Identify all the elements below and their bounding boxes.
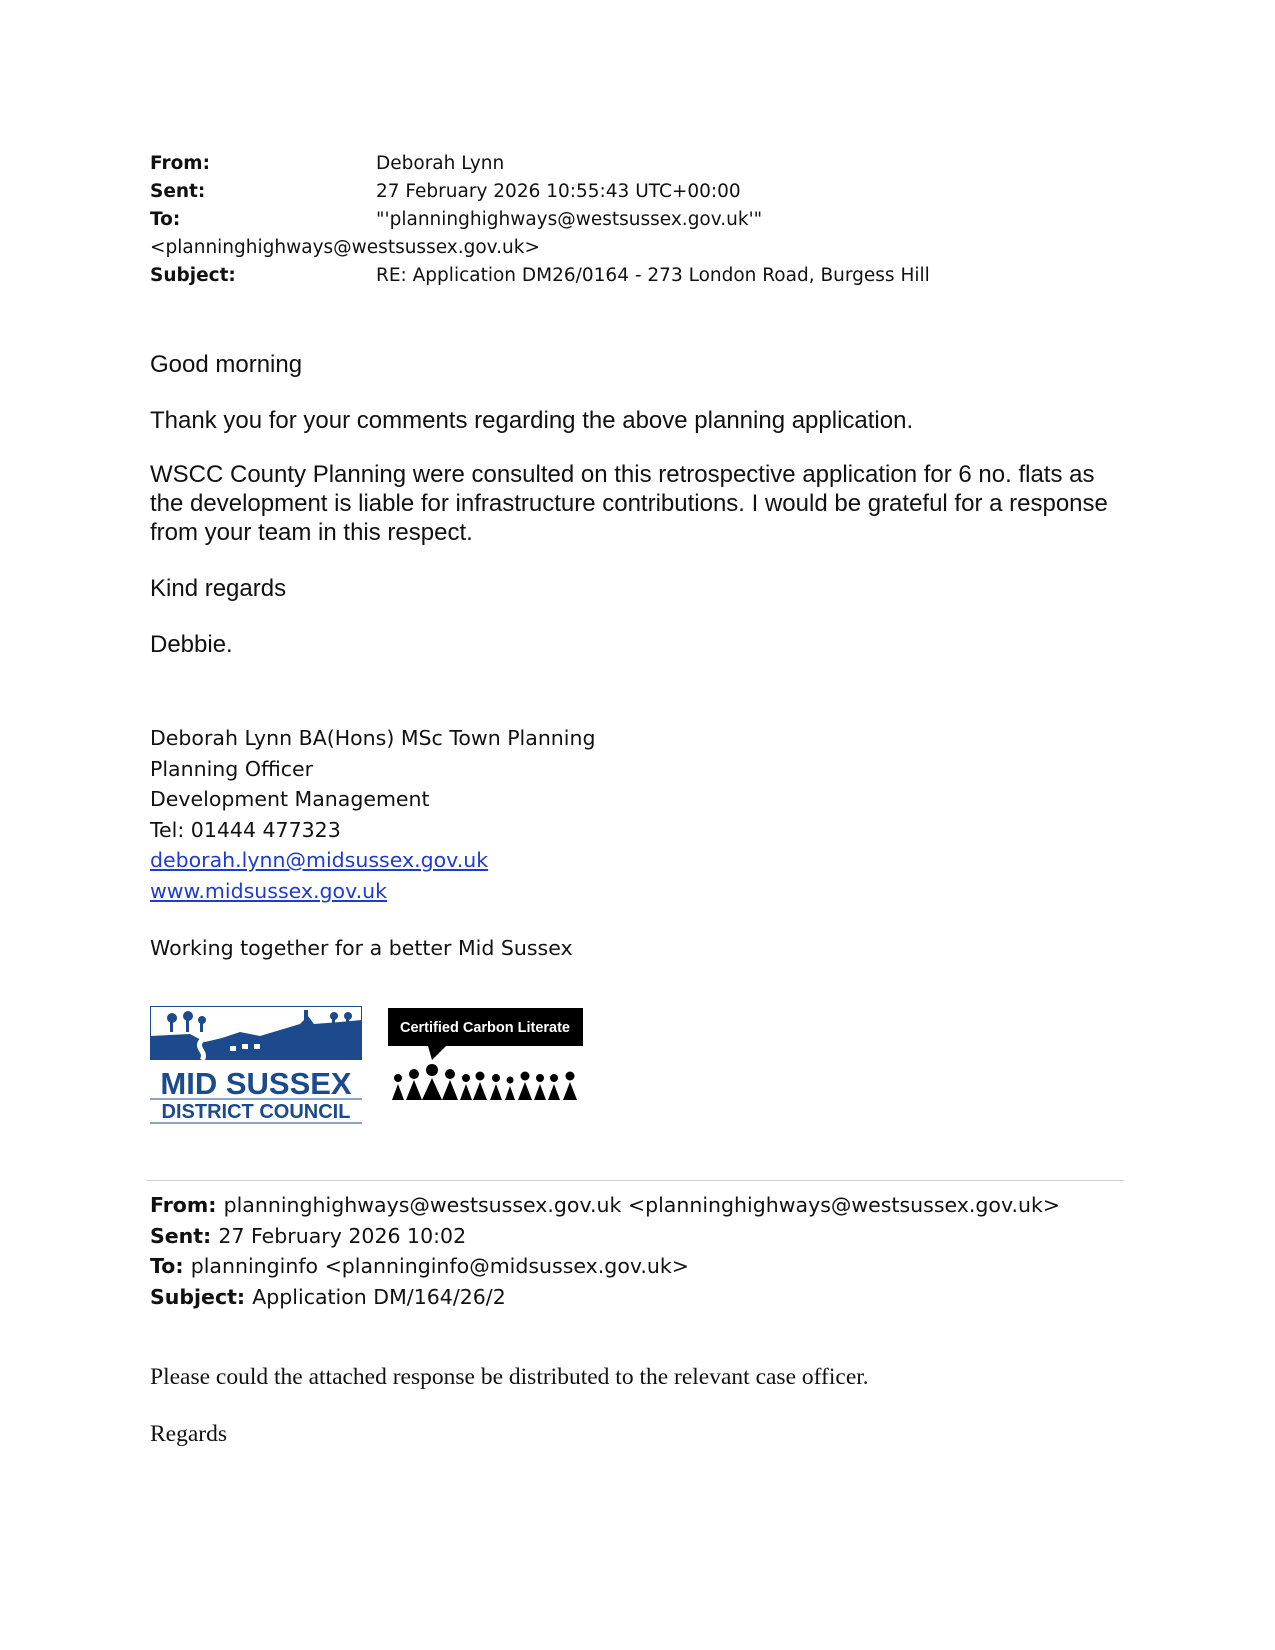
quoted-subject-label: Subject:: [150, 1284, 253, 1309]
sent-label: Sent:: [150, 181, 206, 202]
quoted-from-label: From:: [150, 1193, 224, 1217]
carbon-literate-logo: [388, 1008, 583, 1104]
quoted-to-value: planninginfo <planninginfo@midsussex.gov.uk>: [190, 1254, 689, 1278]
quoted-to-row: [150, 1251, 1060, 1282]
to-value-continued: <planninghighways@westsussex.gov.uk>: [150, 237, 540, 258]
mid-sussex-logo: [150, 1006, 362, 1125]
quoted-to-label: To:: [150, 1254, 191, 1278]
quoted-from-value: planninghighways@westsussex.gov.uk <planninghighways@westsussex.gov.uk>: [223, 1193, 1061, 1217]
quoted-sent-value: 27 February 2026 10:02: [218, 1223, 467, 1248]
signature-department: Development Management: [150, 787, 430, 811]
email-signature: [150, 723, 596, 906]
people-icon: [392, 1064, 577, 1100]
divider: [146, 1180, 1124, 1181]
signature-role: Planning Officer: [150, 756, 314, 781]
body-paragraph: Thank you for your comments regarding the above planning application.: [150, 407, 914, 434]
signature-tagline: Working together for a better Mid Sussex: [150, 936, 573, 960]
from-label: From:: [150, 153, 210, 174]
to-label: To:: [150, 209, 181, 230]
closing: Kind regards: [150, 575, 287, 602]
from-value: Deborah Lynn: [376, 153, 505, 174]
sent-value: 27 February 2026 10:55:43 UTC+00:00: [376, 181, 741, 202]
quoted-email-body: [150, 1362, 869, 1449]
signature-tel: Tel: 01444 477323: [150, 817, 341, 842]
quoted-email-header: [150, 1190, 1060, 1312]
quoted-sent-row: [150, 1221, 1060, 1252]
quoted-body-paragraph: Please could the attached response be distributed to the relevant case officer.: [150, 1364, 869, 1390]
greeting: Good morning: [150, 351, 303, 378]
mid-sussex-logo-subtitle: DISTRICT COUNCIL: [161, 1101, 351, 1123]
subject-value: RE: Application DM26/0164 - 273 London Road, Burgess Hill: [376, 265, 930, 286]
mid-sussex-logo-title: MID SUSSEX: [160, 1066, 352, 1101]
signature-website-link[interactable]: www.midsussex.gov.uk: [150, 878, 388, 903]
to-value: "'planninghighways@westsussex.gov.uk'": [376, 209, 763, 230]
quoted-sent-label: Sent:: [150, 1223, 219, 1248]
quoted-from-row: [150, 1190, 1060, 1221]
quoted-subject-row: [150, 1282, 1060, 1313]
email-body: [150, 350, 1110, 659]
quoted-closing: Regards: [150, 1421, 228, 1447]
body-paragraph: WSCC County Planning were consulted on this retrospective application for 6 no. flats as the development is liable for infrastructure contributions. I would be grateful for a response from your team in this respect.: [150, 461, 1108, 546]
signature-email-link[interactable]: deborah.lynn@midsussex.gov.uk: [150, 848, 489, 872]
quoted-subject-value: Application DM/164/26/2: [252, 1284, 506, 1309]
carbon-literate-text: Certified Carbon Literate: [400, 1020, 570, 1036]
sender-name: Debbie.: [150, 631, 233, 658]
subject-label: Subject:: [150, 265, 236, 286]
signature-name: Deborah Lynn BA(Hons) MSc Town Planning: [150, 726, 596, 750]
